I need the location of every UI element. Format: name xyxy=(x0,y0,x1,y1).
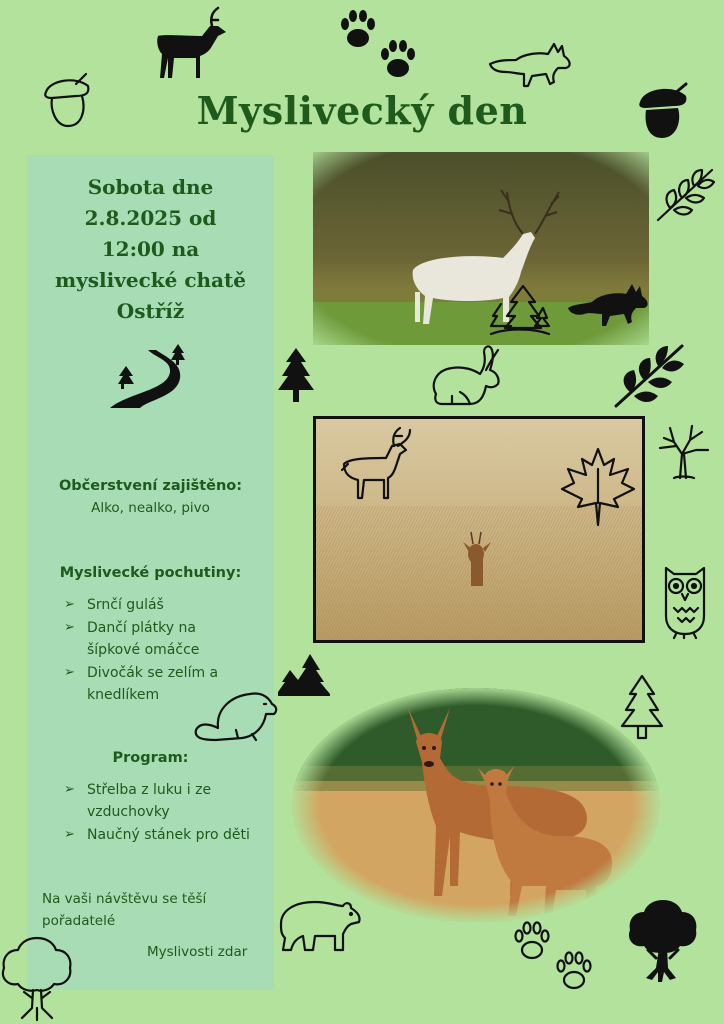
fox-icon xyxy=(488,38,572,88)
page-title: Myslivecký den xyxy=(196,88,528,133)
delicacies-heading: Myslivecké pochutiny: xyxy=(59,565,242,581)
beaver-icon xyxy=(192,686,280,744)
bare-tree-icon xyxy=(656,420,712,480)
event-line: 12:00 na xyxy=(101,237,200,261)
stag-icon xyxy=(340,424,416,502)
pine-tree-icon xyxy=(276,346,316,404)
forest-icon xyxy=(276,652,332,698)
acorn-icon xyxy=(36,70,96,130)
paw-icon xyxy=(554,950,594,992)
rabbit-icon xyxy=(428,342,502,408)
paw-icon xyxy=(338,8,378,50)
deer-icon xyxy=(156,6,228,80)
bear-icon xyxy=(275,894,363,954)
event-line: Ostříž xyxy=(116,299,185,323)
list-item: ➢ Divočák se zelím a knedlíkem xyxy=(64,662,269,706)
refreshments-heading: Občerstvení zajištěno: xyxy=(58,478,243,494)
oak-tree-icon xyxy=(626,898,700,984)
owl-icon xyxy=(660,562,710,640)
acorn-icon xyxy=(632,80,694,142)
list-item: ➢ Naučný stánek pro děti xyxy=(64,824,274,846)
forest-icon xyxy=(487,282,553,338)
closing-message: Na vaši návštěvu se těší pořadatelé xyxy=(42,891,207,929)
leaf-branch-icon xyxy=(612,340,688,410)
list-item: ➢ Dančí plátky na šípkové omáčce xyxy=(64,617,269,661)
maple-leaf-icon xyxy=(558,445,638,527)
doe-and-fawn-photo xyxy=(290,686,662,924)
list-item: ➢ Střelba z luku i ze vzduchovky xyxy=(64,779,274,823)
event-line: 2.8.2025 od xyxy=(84,206,217,230)
program-list xyxy=(64,779,274,847)
road-icon xyxy=(108,338,190,410)
event-line: myslivecké chatě xyxy=(55,268,246,292)
pine-tree-icon xyxy=(618,674,666,740)
oak-tree-icon xyxy=(0,936,74,1022)
leaf-branch-icon xyxy=(656,166,716,222)
refreshments-text: Alko, nealko, pivo xyxy=(91,500,210,516)
paw-icon xyxy=(512,920,552,962)
program-heading: Program: xyxy=(112,750,189,766)
fox-icon xyxy=(566,278,650,328)
paw-icon xyxy=(378,38,418,80)
list-item: ➢ Srnčí guláš xyxy=(64,594,269,616)
event-line: Sobota dne xyxy=(87,175,214,199)
event-details xyxy=(27,172,274,327)
closing-greeting: Myslivosti zdar xyxy=(147,944,248,960)
